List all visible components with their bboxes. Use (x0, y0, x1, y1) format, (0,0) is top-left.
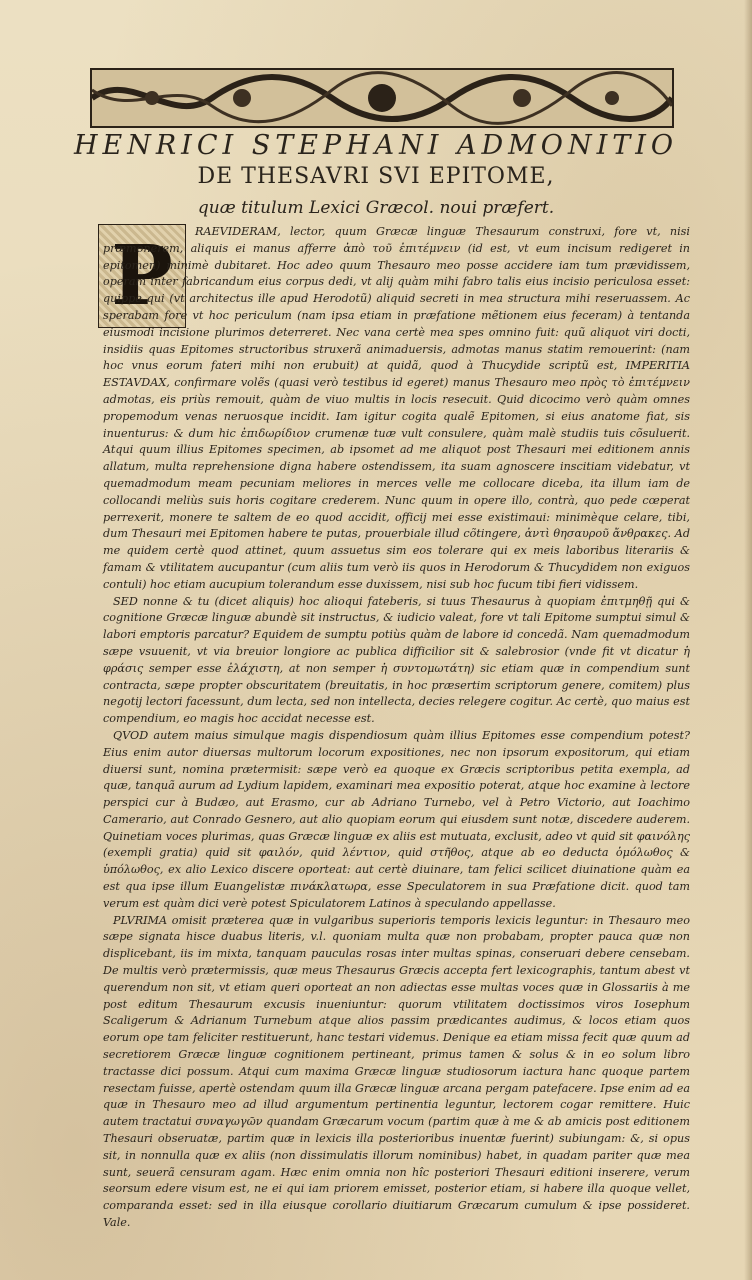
decorative-headpiece (90, 68, 674, 128)
paragraph-3: QVOD autem maius simulque magis dispendiosum quàm illius Epitomes esse compendium potest? Eius enim autor diuersas multorum locorum expositiones, nec non ipsorum expositorum, qui etiam diuersi sunt, nomina prætermisit: sæpe verò ea quoque ex Græcis scriptoribus petita exempla, ad quæ, tanquã aurum ad Lydium lapidem, examinari mea expositio poterat, atque hoc examine à lectore perspici cur à Budæo, aut Erasmo, cur ab Adriano Turnebo, vel à Petro Victorio, aut Ioachimo Camerario, aut Conrado Gesnero, aut alio quopiam eorum qui eiusdem sunt notæ, discedere auderem. Quinetiam voces plurimas, quas Græcæ linguæ ex aliis est mutuata, exclusit, adeo vt quid sit φαινόλης (exempli gratia) quid sit φαιλόν, quid λέντιον, quid στῆθος, atque ab eo deducta ὁμόλωθος & ὑπόλωθος, ex alio Lexico discere oporteat: aut certè diuinare, tam felici scilicet diuinatione quàm ea est qua ipse illum Euangelistæ πινάκλατωρα, esse Speculatorem in sua Præfatione dicit. quod tam verum est quàm dici verè potest Spiculatorem Latinos à speculando appellasse. (103, 728, 690, 910)
admonition-text (103, 224, 690, 1232)
title-line-3: quæ titulum Lexici Græcol. noui præfert. (197, 198, 555, 218)
title-line-2: DE THESAVRI SVI EPITOME, (197, 164, 555, 189)
paragraph-2: SED nonne & tu (dicet aliquis) hoc alioqui fateberis, si tuus Thesaurus à quopiam ἐπιτμηθῇ qui & cognitione Græcæ linguæ abundè sit instructus, & iudicio valeat, fore vt tali Epitome sumptui simul & labori emptoris parcatur? Equidem de sumptu potiùs quàm de labore id concedã. Nam quemadmodum sæpe vsuuenit, vt via breuior longiore ac publica difficilior sit & salebrosior (vnde fit vt dicatur ἡ φράσις semper esse ἐλάχιστη, at non semper ἡ συντομωτάτη) sic etiam quæ in compendium sunt contracta, sæpe propter obscuritatem (breuitatis, in hoc præsertim scriptorum genere, comitem) plus negotij lectori facessunt, dum lecta, sed non intellecta, decies relegere cogitur. Ac certè, quo maius est compendium, eo magis hoc accidat necesse est. (103, 594, 690, 726)
title-line-1: HENRICI STEPHANI ADMONITIO (73, 130, 679, 161)
paragraph-4: PLVRIMA omisit præterea quæ in vulgaribus superioris temporis lexicis leguntur: in Thesauro meo sæpe signata hisce duabus literis, v.l. quoniam multa quæ non probabam, propter pauca quæ non displicebant, iis im mixta, tanquam pauculas rosas inter multas spinas, conseruari debere censebam. De multis verò prætermissis, quæ meus Thesaurus Græcis accepta fert lexicographis, tantum abest vt querendum non sit, vt etiam queri oporteat an non adiectas esse multas voces quæ in Glossariis à me post editum Thesaurum excusis inueniuntur: quorum vtilitatem doctissimos viros Iosephum Scaligerum & Adrianum Turnebum atque alios passim prædicantes audimus, & locos etiam quos eorum ope tam feliciter restituerunt, hanc testari videmus. Denique ea etiam missa fecit quæ quum ad secretiorem Græcæ linguæ cognitionem pertineant, primus tamen & solus & in eo solum libro tractasse dici possum. Atqui cum maxima Græcæ linguæ studiosorum iactura hanc quoque partem resectam fuisse, apertè ostendam quum illa Græcæ linguæ arcana pergam patefacere. Ipse enim ad ea quæ in Thesauro meo ad illud argumentum pertinentia leguntur, lectorem cogar remittere. Huic autem tractatui συναγωγῶν quandam Græcarum vocum (partim quæ à me & ab amicis post editionem Thesauri obseruatæ, partim quæ in lexicis illa posterioribus inuentæ fuerint) subiungam: &, si opus sit, in nonnulla quæ ex aliis (non dissimulatis illorum nominibus) habet, in quadam pariter quæ mea sunt, seuerã censuram agam. Hæc enim omnia non hîc posteriori Thesauri editioni inserere, verum seorsum edere visum est, ne ei qui iam priorem emisset, posterior etiam, si habere illa quoque vellet, comparanda esset: sed in illa eiusque corollario diuitiarum Græcarum cumulum & ipse possideret. Vale. (103, 913, 690, 1230)
decorated-initial: P (98, 224, 186, 328)
paragraph-1: RAEVIDERAM, lector, quum Græcæ linguæ Thesaurum construxi, fore vt, nisi præmonerem, aliquis ei manus afferre ἀπὸ τοῦ ἐπιτέμνειν (id est, vt eum incisum redigeret in epitomen) minimè dubitaret. Hoc adeo quum Thesauro meo posse accidere iam tum prævidissem, operam inter fabricandum eius corpus dedi, vt alij quàm mihi fabro talis eius incisio periculosa esset: quippe qui (vt architectus ille apud Herodotũ) aliquid secreti in mea structura mihi reseruassem. Ac sperabam fore vt hoc periculum (nam ipsa etiam in præfatione mẽtionem eius feceram) à tentanda eiusmodi incisione plurimos deterreret. Nec vana certè mea spes omnino fuit: quũ aliquot viri docti, insidiis quas Epitomes structoribus struxerã animaduersis, admotas manus statim remouerint: (nam hoc vnus eorum fateri mihi non erubuit) at quidã, quod à Thucydide scriptũ est, IMPERITIA ESTAVDAX, confirmare volẽs (quasi verò testibus id egeret) manus Thesauro meo πρὸς τὸ ἐπιτέμνειν admotas, eis priùs remouit, quàm de viuo multis in locis resecuit. Quid dicocimo verò quàm omnes propemodum venas neruosque incidit. Iam igitur cogita qualẽ Epitomen, si eius anatome fiat, sis inuenturus: & dum hic ἐπιδωρίδιον crumenæ tuæ vult consulere, quàm malè studiis tuis cõsuluerit. Atqui quum illius Epitomes specimen, ab ipsomet ad me aliquot post Thesauri mei editionem annis allatum, multa reprehensione digna habere ostendissem, ita suam agnoscere inscitiam videbatur, vt quemadmodum meam pecuniam meliores in merces velle me collocare diceba, ita illum iam de collocandi meliùs suis horis cogitare crederem. Nunc quum in opere illo, contrà, quo pede cœperat perrexerit, monere te saltem de eo quod accidit, officij mei esse existimaui: minimèque celare, tibi, dum Thesauri mei Epitomen habere te putas, prouerbiale illud cõtingere, ἀντὶ θησαυροῦ ἄνθρακες. Ad me quidem certè quod attinet, quum assuetus sim eos tolerare qui ex meis laboribus literariis & famam & vtilitatem aucupantur (cum aliis tum verò iis quos in Herodorum & Thucydidem non exiguos contuli) hoc etiam aucupium tolerandum esse duxissem, nisi sub hoc fucum tibi fieri vidissem. (103, 225, 690, 591)
page-edge-shadow (744, 0, 752, 1280)
